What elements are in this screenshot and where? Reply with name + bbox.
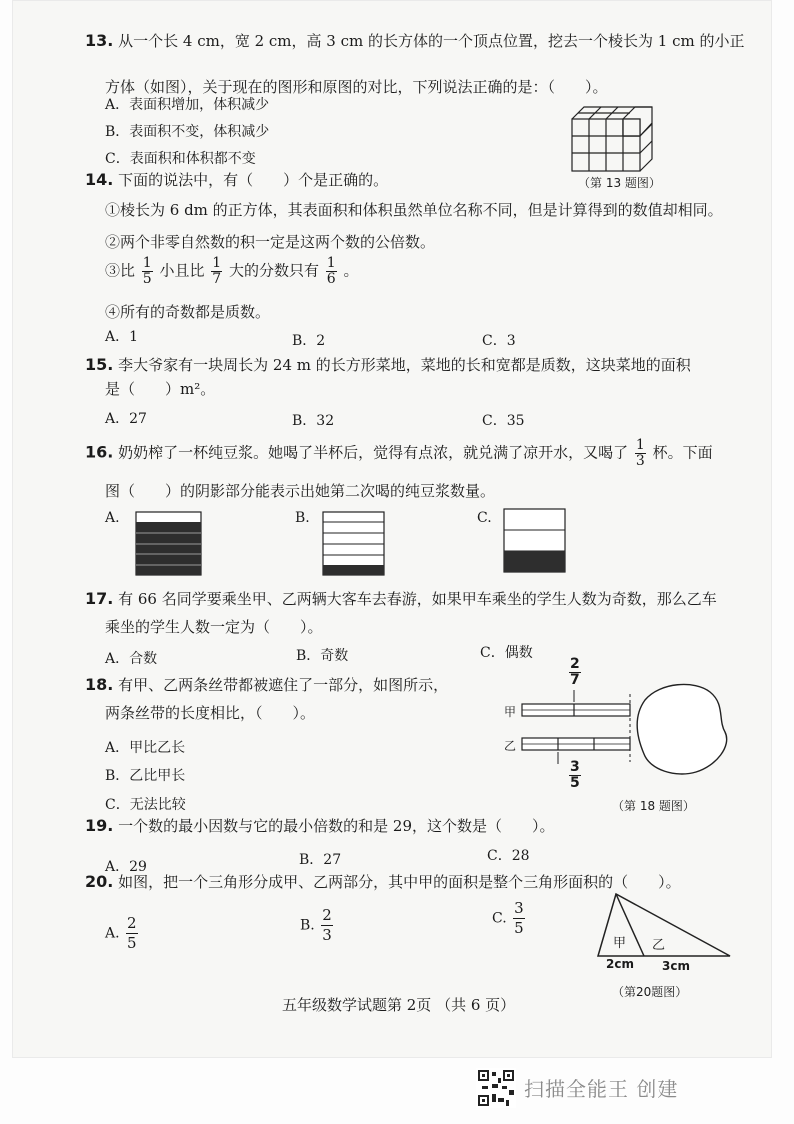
watermark-text: 扫描全能王 创建 [524,1077,679,1101]
q17-line1 [85,589,717,609]
q18-option-b[interactable]: B．乙比甲长 [105,768,186,784]
q13-option-c[interactable]: C．表面积和体积都不变 [105,151,256,167]
q18-option-c[interactable]: C．无法比较 [105,797,186,813]
q20-option-b[interactable] [300,906,335,945]
q18-top-frac-num: 2 [570,656,580,672]
q14-f2-num: 1 [212,255,222,271]
q14-fraction-1-7 [211,256,222,287]
q14-option-b[interactable]: B．2 [292,333,326,349]
q13-number: 13. [85,31,114,50]
q20-text1: 如图，把一个三角形分成甲、乙两部分，其中甲的面积是整个三角形面积的（ ）。 [118,873,681,891]
q18-bottom-frac-den: 5 [570,775,580,791]
q14-statement-1: ①棱长为 6 dm 的正方体，其表面积和体积虽然单位名称不同，但是计算得到的数值却相同。 [105,201,723,219]
q16-fraction-1-3 [635,438,646,469]
q20-fb-num: 2 [322,906,332,924]
q14-option-a[interactable]: A．1 [105,329,139,345]
q13-line1 [85,31,744,51]
q16-line2: 图（ ）的阴影部分能表示出她第二次喝的纯豆浆数量。 [105,482,496,500]
q16-cup-b-figure [322,511,386,577]
q14-s3-pre: ③比 [105,261,136,280]
q20-fa-den: 5 [127,934,137,952]
q14-statement-2: ②两个非零自然数的积一定是这两个数的公倍数。 [105,233,436,251]
q14-number: 14. [85,170,114,189]
q14-f1-num: 1 [142,255,152,271]
q20-fa-num: 2 [127,914,137,932]
q18-line1 [85,675,448,695]
q16-cup-a-figure [135,511,203,577]
q16-option-c[interactable]: C. [477,510,492,526]
q20-label-jia: 甲 [613,936,627,951]
q18-label-jia: 甲 [504,705,517,719]
q14-fraction-1-6 [326,256,337,287]
q16-option-b[interactable]: B. [295,510,310,526]
q19-option-b[interactable]: B．27 [299,852,342,868]
q13-option-a[interactable]: A．表面积增加，体积减少 [105,97,270,113]
q16-option-a[interactable]: A. [105,510,120,526]
q13-line2: 方体（如图），关于现在的图形和原图的对比，下列说法正确的是：（ ）。 [105,78,608,96]
q16-text-pre: 奶奶榨了一杯纯豆浆。她喝了半杯后，觉得有点浓，就兑满了凉开水，又喝了 [118,443,629,462]
q18-line2: 两条丝带的长度相比，（ ）。 [105,704,316,722]
q14-stem: 下面的说法中，有（ ）个是正确的。 [118,171,389,189]
page-footer: 五年级数学试题第 2页 （共 6 页） [282,996,516,1014]
q17-text1: 有 66 名同学要乘坐甲、乙两辆大客车去春游，如果甲车乘坐的学生人数为奇数，那么乙车 [118,590,717,608]
q15-option-a[interactable]: A．27 [105,411,147,427]
q18-option-a[interactable]: A．甲比乙长 [105,740,186,756]
q20-fc-den: 5 [514,919,524,937]
q15-option-c[interactable]: C．35 [482,413,525,429]
q14-option-c[interactable]: C．3 [482,333,516,349]
q14-f3-num: 1 [326,255,336,271]
q14-s3-mid2: 大的分数只有 [229,261,320,280]
q18-text1: 有甲、乙两条丝带都被遮住了一部分，如图所示， [118,676,449,694]
q17-option-b[interactable]: B．奇数 [296,648,349,664]
q16-cup-c-figure [503,508,567,574]
q19-option-a[interactable]: A．29 [105,859,147,875]
q20-option-a-label: A. [105,925,120,942]
q16-frac-den: 3 [635,453,645,469]
q20-label-yi: 乙 [652,938,666,953]
q18-bottom-fraction [567,760,583,791]
q20-fb-den: 3 [322,926,332,944]
q20-caption: （第20题图） [612,985,688,999]
q16-number: 16. [85,442,114,462]
q20-number: 20. [85,872,114,891]
q19-number: 19. [85,816,114,835]
q14-stem-line [85,170,388,190]
q13-cuboid-figure [570,103,666,175]
q20-fc-num: 3 [514,899,524,917]
q15-option-b[interactable]: B．32 [292,413,335,429]
q15-line2: 是（ ）m²。 [105,380,216,398]
q20-option-a[interactable] [105,914,140,953]
q20-length-2cm: 2cm [606,957,634,971]
q19-text1: 一个数的最小因数与它的最小倍数的和是 29，这个数是（ ）。 [118,817,555,835]
q14-f1-den: 5 [142,271,152,287]
q17-option-a[interactable]: A．合数 [105,651,158,667]
q20-length-3cm: 3cm [662,959,690,973]
q15-number: 15. [85,355,114,374]
q14-s3-mid1: 小且比 [159,261,205,280]
q16-frac-num: 1 [635,437,645,453]
q18-number: 18. [85,675,114,694]
q18-caption: （第 18 题图） [612,799,695,813]
q15-text1: 李大爷家有一块周长为 24 m 的长方形菜地，菜地的长和宽都是质数，这块菜地的面积 [118,356,691,374]
q18-bottom-frac-num: 3 [570,759,580,775]
q20-option-c-label: C. [492,910,507,927]
q18-label-yi: 乙 [504,739,517,753]
q14-f2-den: 7 [212,271,222,287]
q17-line2: 乘坐的学生人数一定为（ ）。 [105,618,323,636]
q17-number: 17. [85,589,114,608]
q14-fraction-1-5 [142,256,153,287]
q19-option-c[interactable]: C．28 [487,848,530,864]
q18-ribbons-figure [520,680,730,780]
q17-option-c[interactable]: C．偶数 [480,645,533,661]
q14-f3-den: 6 [326,271,336,287]
q13-option-b[interactable]: B．表面积不变，体积减少 [105,124,270,140]
q14-statement-4: ④所有的奇数都是质数。 [105,303,271,321]
q13-caption: （第 13 题图） [578,176,661,190]
q19-line1 [85,816,554,836]
q16-line1 [85,438,713,469]
q20-option-c[interactable] [492,899,527,938]
q14-s3-end: 。 [343,261,359,280]
q14-statement-3 [105,256,359,287]
q20-line1 [85,872,681,892]
q20-option-b-label: B. [300,917,315,934]
q13-text1: 从一个长 4 cm，宽 2 cm，高 3 cm 的长方体的一个顶点位置，挖去一个棱长为 1 cm 的小正 [118,32,745,50]
q16-text-post: 杯。下面 [652,443,713,462]
q18-top-frac-den: 7 [570,672,580,688]
qr-code-icon [476,1068,516,1108]
q15-line1 [85,355,691,375]
